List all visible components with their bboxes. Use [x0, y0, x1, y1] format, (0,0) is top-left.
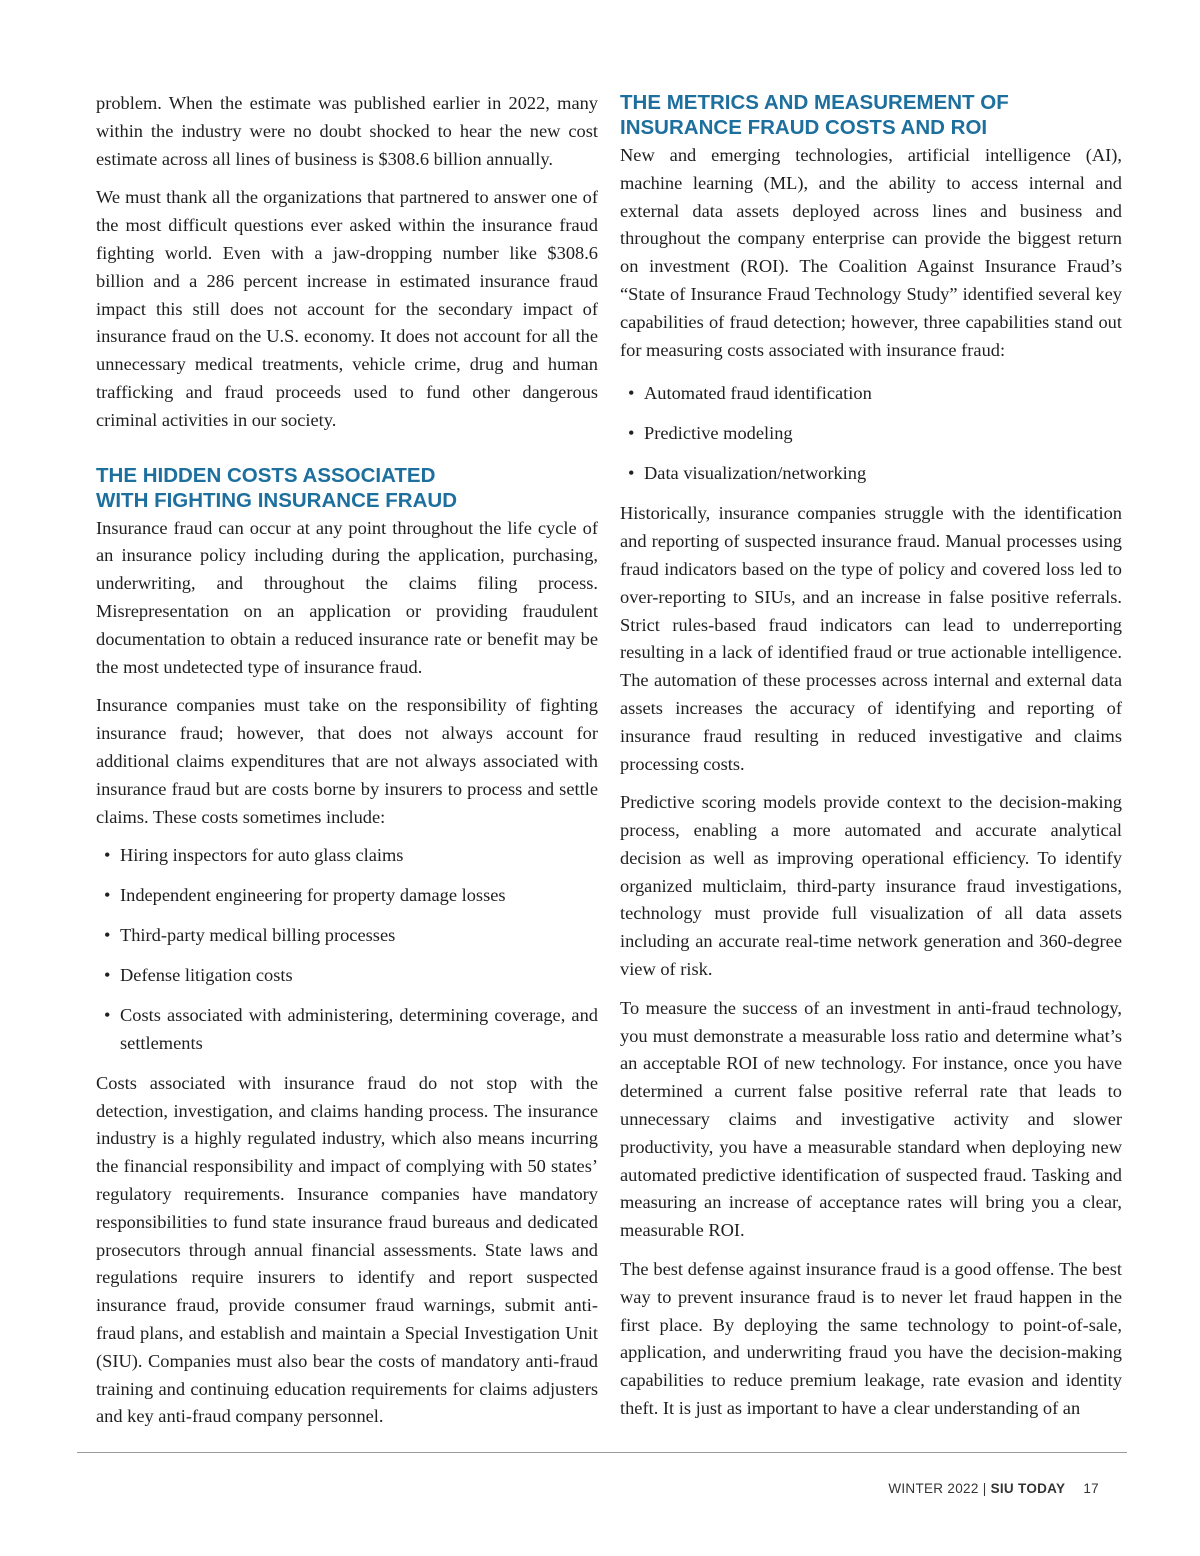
footer-divider [77, 1452, 1127, 1453]
paragraph: The best defense against insurance fraud is a good offense. The best way to prevent insurance fraud is to never let fraud happen in the first place. By deploying the same technology to point-of-sale, application, and underwriting fraud you have the decision-making capabilities to reduce premium leakage, rate evasion and identity theft. It is just as important to have a clear understanding of an [620, 1259, 1122, 1419]
bullet-list [620, 380, 1122, 488]
list-item [628, 380, 1122, 408]
heading-line: THE HIDDEN COSTS ASSOCIATED [96, 463, 436, 487]
heading-line: WITH FIGHTING INSURANCE FRAUD [96, 488, 458, 512]
bullet-list [96, 842, 598, 1057]
list-item-text: Hiring inspectors for auto glass claims [120, 845, 404, 866]
list-item [104, 882, 598, 910]
list-item-text: Predictive modeling [644, 423, 793, 444]
list-item-text: Third-party medical billing processes [120, 925, 396, 946]
paragraph: New and emerging technologies, artificial intelligence (AI), machine learning (ML), and the ability to access internal and external data assets deployed across lines and business and throughout the company enterprise can provide the biggest return on investment (ROI). The Coalition Against Insurance Fraud’s “State of Insurance Fraud Technology Study” identified several key capabilities of fraud detection; however, three capabilities stand out for measuring costs associated with insurance fraud: [620, 145, 1122, 360]
list-item-text: Costs associated with administering, determining coverage, and settlements [120, 1005, 598, 1053]
paragraph: Insurance fraud can occur at any point throughout the life cycle of an insurance policy including during the application, purchasing, underwriting, and throughout the claims filing process. Misrepresentation on an application or providing fraudulent documentation to obtain a reduced insurance rate or benefit may be the most undetected type of insurance fraud. [96, 517, 598, 677]
page-number: 17 [1083, 1481, 1099, 1496]
list-item-text: Automated fraud identification [644, 383, 872, 404]
bullet-icon: • [104, 885, 111, 906]
publication-name: SIU TODAY [990, 1481, 1066, 1496]
section-heading-hidden-costs [96, 463, 598, 513]
list-item-text: Independent engineering for property damage losses [120, 885, 506, 906]
paragraph: To measure the success of an investment in anti-fraud technology, you must demonstrate a measurable loss ratio and determine what’s an acceptable ROI of new technology. For instance, once you have determined a current false positive referral rate that leads to unnecessary claims and investigative activity and slower productivity, you have a measurable standard when deploying new automated predictive identification of suspected fraud. Tasking and measuring an increase of acceptance rates will bring you a clear, measurable ROI. [620, 997, 1122, 1241]
bullet-icon: • [104, 845, 111, 866]
list-item-text: Data visualization/networking [644, 463, 867, 484]
issue-label: WINTER 2022 [888, 1481, 979, 1496]
heading-line: INSURANCE FRAUD COSTS AND ROI [620, 116, 988, 139]
list-item [104, 962, 598, 990]
bullet-icon: • [628, 383, 635, 404]
bullet-icon: • [628, 463, 635, 484]
list-item [628, 420, 1122, 448]
paragraph: We must thank all the organizations that partnered to answer one of the most difficult questions ever asked within the insurance fraud fighting world. Even with a jaw-dropping number like $308.6 billion and a 286 percent increase in estimated insurance fraud impact this still does not account for the secondary impact of insurance fraud on the U.S. economy. It does not account for all the unnecessary medical treatments, vehicle crime, drug and human trafficking and fraud proceeds used to fund other dangerous criminal activities in our society. [96, 187, 598, 430]
list-item-text: Defense litigation costs [120, 965, 293, 986]
bullet-icon: • [104, 1005, 111, 1026]
list-item [104, 922, 598, 950]
paragraph: Predictive scoring models provide context to the decision-making process, enabling a more automated and accurate analytical decision as well as improving operational efficiency. To identify organized multiclaim, third-party insurance fraud investigations, technology must provide full visualization of all data assets including an accurate real-time network generation and 360-degree view of risk. [620, 792, 1122, 980]
bullet-icon: • [104, 925, 111, 946]
paragraph: Historically, insurance companies struggle with the identification and reporting of suspected insurance fraud. Manual processes using fraud indicators based on the type of policy and covered loss led to over-reporting to SIUs, and an increase in false positive referrals. Strict rules-based fraud indicators can lead to underreporting resulting in a lack of identified fraud or true actionable intelligence. The automation of these processes across internal and external data assets increases the accuracy of identifying and reporting of insurance fraud resulting in reduced investigative and claims processing costs. [620, 503, 1122, 774]
list-item [104, 1002, 598, 1057]
heading-line: THE METRICS AND MEASUREMENT OF [620, 91, 1009, 114]
right-column [620, 90, 1122, 1434]
bullet-icon: • [104, 965, 111, 986]
paragraph: Insurance companies must take on the responsibility of fighting insurance fraud; however, that does not always account for additional claims expenditures that are not always associated with insurance fraud but are costs borne by insurers to process and settle claims. These costs sometimes include: [96, 695, 598, 827]
list-item [104, 842, 598, 870]
paragraph: problem. When the estimate was published earlier in 2022, many within the industry were no doubt shocked to hear the new cost estimate across all lines of business is $308.6 billion annually. [96, 93, 598, 169]
footer-separator: | [982, 1481, 987, 1496]
paragraph: Costs associated with insurance fraud do not stop with the detection, investigation, and claims handing process. The insurance industry is a highly regulated industry, which also means incurring the financial responsibility and impact of complying with 50 states’ regulatory requirements. Insurance companies have mandatory responsibilities to fund state insurance fraud bureaus and dedicated prosecutors through annual financial assessments. State laws and regulations require insurers to identify and report suspected insurance fraud, provide consumer fraud warnings, submit anti-fraud plans, and establish and maintain a Special Investigation Unit (SIU). Companies must also bear the costs of mandatory anti-fraud training and continuing education requirements for claims adjusters and key anti-fraud company personnel. [96, 1072, 598, 1427]
bullet-icon: • [628, 423, 635, 444]
left-column [96, 90, 598, 1442]
section-heading-metrics [620, 90, 1122, 140]
list-item [628, 460, 1122, 488]
page-footer [888, 1481, 1099, 1496]
